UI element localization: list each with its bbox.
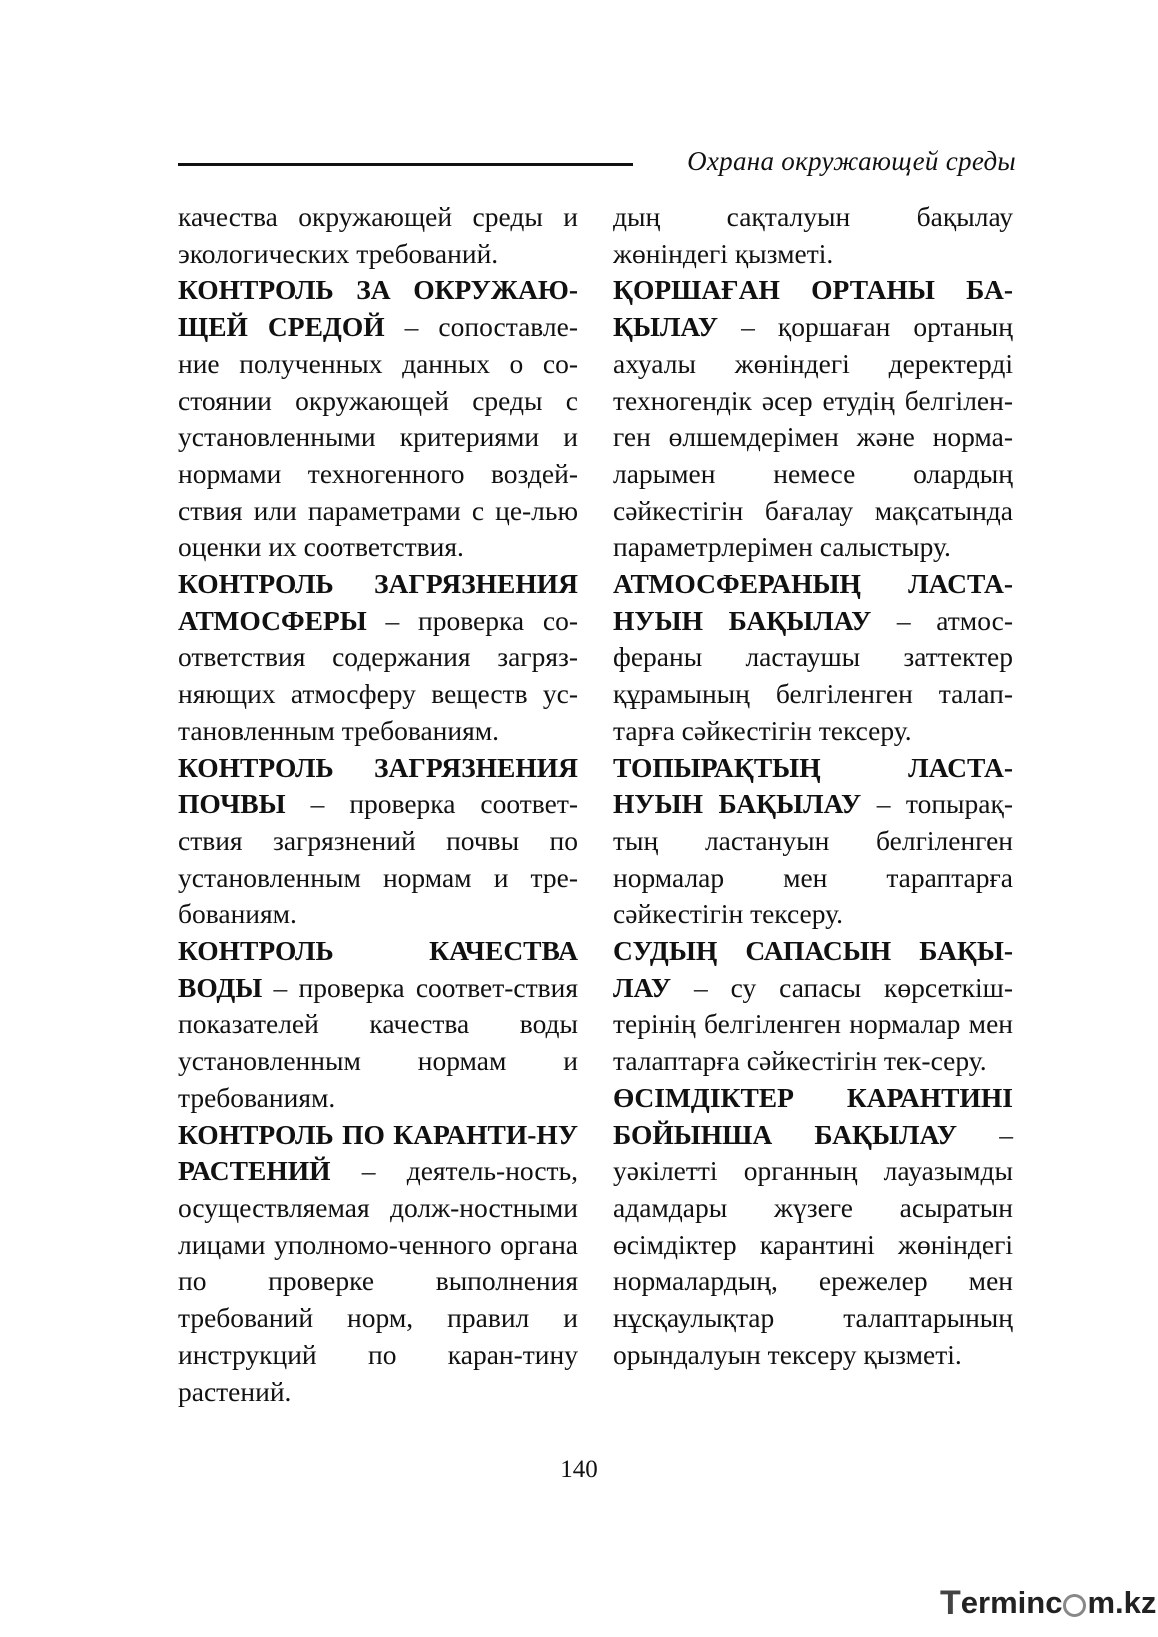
magnifier-icon (1063, 1594, 1086, 1617)
page-number: 140 (560, 1456, 598, 1483)
entry-term: СУДЫҢ САПАСЫН БАҚЫ-ЛАУ (613, 935, 1013, 1003)
glossary-entry (613, 566, 1013, 750)
watermark-letter: T (940, 1583, 961, 1622)
entry-definition: – деятель-ность, осуществляемая долж-ностными лицами уполномо-ченного органа по проверке выполнения требований норм, правил и инструкций по каран-тину растений. (178, 1155, 578, 1407)
continuation-text: дың сақталуын бақылау жөніндегі қызметі. (613, 201, 1013, 269)
entry-term: ӨСІМДІКТЕР КАРАНТИНІ БОЙЫНША БАҚЫЛАУ (613, 1081, 1013, 1150)
entry-definition: – қоршаған ортаның ахуалы жөніндегі деректерді техногендік әсер етудің белгілен-ген өлшемдерімен және норма-ларымен немесе олардың сәйкестігін бағалау мақсатында параметрлерімен салыстыру. (613, 311, 1013, 563)
continuation-text: качества окружающей среды и экологических требований. (178, 201, 578, 269)
entry-definition: – проверка со-ответствия содержания загряз-няющих атмосферу веществ ус-тановленным требованиям. (178, 604, 578, 746)
watermark-text: erminc (960, 1585, 1063, 1620)
glossary-entry (178, 750, 578, 934)
left-column (178, 199, 578, 1410)
entry-definition: – проверка соответ-ствия загрязнений почвы по установленным нормам и тре-бованиям. (178, 788, 578, 930)
entry-definition: – уәкілетті органның лауазымды адамдары жүзеге асыратын өсімдіктер карантині жөніндегі нормалардың, ережелер мен нұсқаулықтар талаптарының орындалуын тексеру қызметі. (613, 1118, 1013, 1370)
watermark-domain: m.kz (1087, 1585, 1157, 1620)
glossary-entry (613, 1080, 1013, 1374)
glossary-entry (613, 272, 1013, 566)
glossary-entry (613, 750, 1013, 934)
entry-definition: – топырақ-тың ластануын белгіленген нормалар мен тараптарға сәйкестігін тексеру. (613, 788, 1014, 930)
glossary-entry (178, 566, 578, 750)
entry-term: ҚОРШАҒАН ОРТАНЫ БА-ҚЫЛАУ (613, 274, 1013, 343)
entry-term: АТМОСФЕРАНЫҢ ЛАСТА-НУЫН БАҚЫЛАУ (613, 568, 1013, 636)
entry-definition: – су сапасы көрсеткіш-терінің белгіленген нормалар мен талаптарға сәйкестігін тек-серу. (613, 971, 1013, 1077)
glossary-entry (178, 933, 578, 1117)
entry-definition: – атмос-фераны ластаушы заттектер құрамының белгіленген талап-тарға сәйкестігін тексеру. (613, 604, 1013, 746)
entry-term: ТОПЫРАҚТЫҢ ЛАСТА-НУЫН БАҚЫЛАУ (613, 751, 1013, 820)
watermark-logo[interactable] (940, 1581, 1156, 1625)
entry-term: КОНТРОЛЬ ЗА ОКРУЖАЮ-ЩЕЙ СРЕДОЙ (178, 274, 578, 343)
glossary-entry (178, 1117, 578, 1411)
entry-definition: – проверка соответ-ствия показателей качества воды установленным нормам и требованиям. (178, 971, 578, 1113)
right-column (613, 199, 1013, 1374)
entry-term: КОНТРОЛЬ КАЧЕСТВА ВОДЫ (178, 935, 578, 1003)
entry-term: КОНТРОЛЬ ЗАГРЯЗНЕНИЯ ПОЧВЫ (178, 751, 578, 820)
entry-definition: – сопоставле-ние полученных данных о со-стоянии окружающей среды с установленными критериями и нормами техногенного воздей-ствия или параметрами с це-лью оценки их соответствия. (178, 311, 578, 563)
glossary-entry (613, 933, 1013, 1080)
entry-term: КОНТРОЛЬ ПО КАРАНТИ-НУ РАСТЕНИЙ (178, 1118, 578, 1187)
running-title: Охрана окружающей среды (687, 146, 1016, 176)
entry-term: КОНТРОЛЬ ЗАГРЯЗНЕНИЯ АТМОСФЕРЫ (178, 568, 578, 636)
header-rule (178, 163, 633, 166)
glossary-entry (178, 272, 578, 566)
